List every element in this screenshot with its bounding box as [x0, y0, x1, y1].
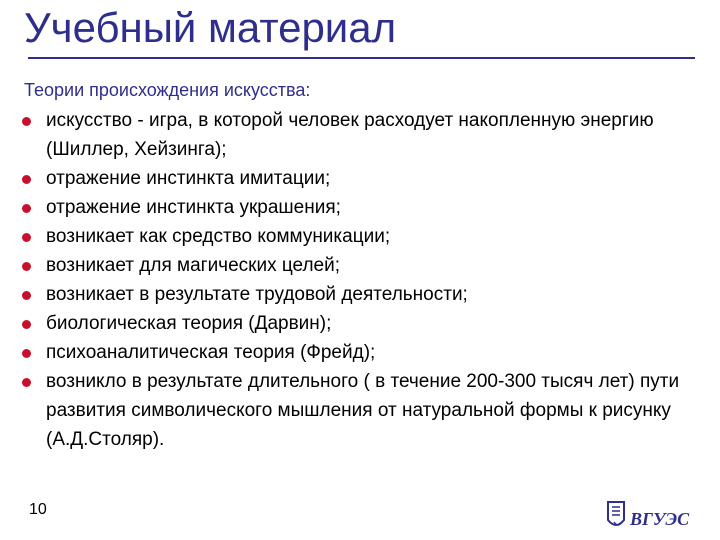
bullet-dot-icon — [22, 262, 31, 271]
slide-title: Учебный материал — [24, 4, 397, 51]
logo-wordmark: ВГУЭС — [630, 509, 690, 529]
bullet-text: возникает для магических целей; — [46, 255, 340, 276]
emblem-icon — [608, 502, 624, 525]
page-number: 10 — [29, 501, 47, 518]
university-logo — [604, 498, 696, 538]
bullet-dot-icon — [22, 349, 31, 358]
bullet-dot-icon — [22, 233, 31, 242]
bullet-dot-icon — [22, 204, 31, 213]
title-divider — [28, 57, 695, 59]
bullet-item — [22, 106, 692, 164]
bullet-item — [22, 280, 692, 309]
bullet-dot-icon — [22, 378, 31, 387]
bullet-dot-icon — [22, 291, 31, 300]
bullet-text: возникло в результате длительного ( в течение 200-300 тысяч лет) пути развития символического мышления от натуральной формы к рисунку (А.Д.Столяр). — [46, 371, 680, 450]
bullet-dot-icon — [22, 117, 31, 126]
bullet-item — [22, 222, 692, 251]
bullet-dot-icon — [22, 175, 31, 184]
bullet-item — [22, 251, 692, 280]
bullet-item — [22, 367, 692, 454]
bullet-item — [22, 309, 692, 338]
bullet-text: отражение инстинкта украшения; — [46, 197, 341, 218]
bullet-text: отражение инстинкта имитации; — [46, 168, 331, 189]
bullet-text: возникает в результате трудовой деятельности; — [46, 284, 468, 305]
bullet-text: биологическая теория (Дарвин); — [46, 313, 332, 334]
bullet-list — [22, 106, 692, 454]
intro-heading: Теории происхождения искусства: — [24, 80, 311, 100]
bullet-text: психоаналитическая теория (Фрейд); — [46, 342, 376, 363]
bullet-item — [22, 164, 692, 193]
bullet-item — [22, 338, 692, 367]
bullet-item — [22, 193, 692, 222]
bullet-dot-icon — [22, 320, 31, 329]
bullet-text: возникает как средство коммуникации; — [46, 226, 391, 247]
bullet-text: искусство - игра, в которой человек расходует накопленную энергию (Шиллер, Хейзинга); — [46, 110, 654, 160]
